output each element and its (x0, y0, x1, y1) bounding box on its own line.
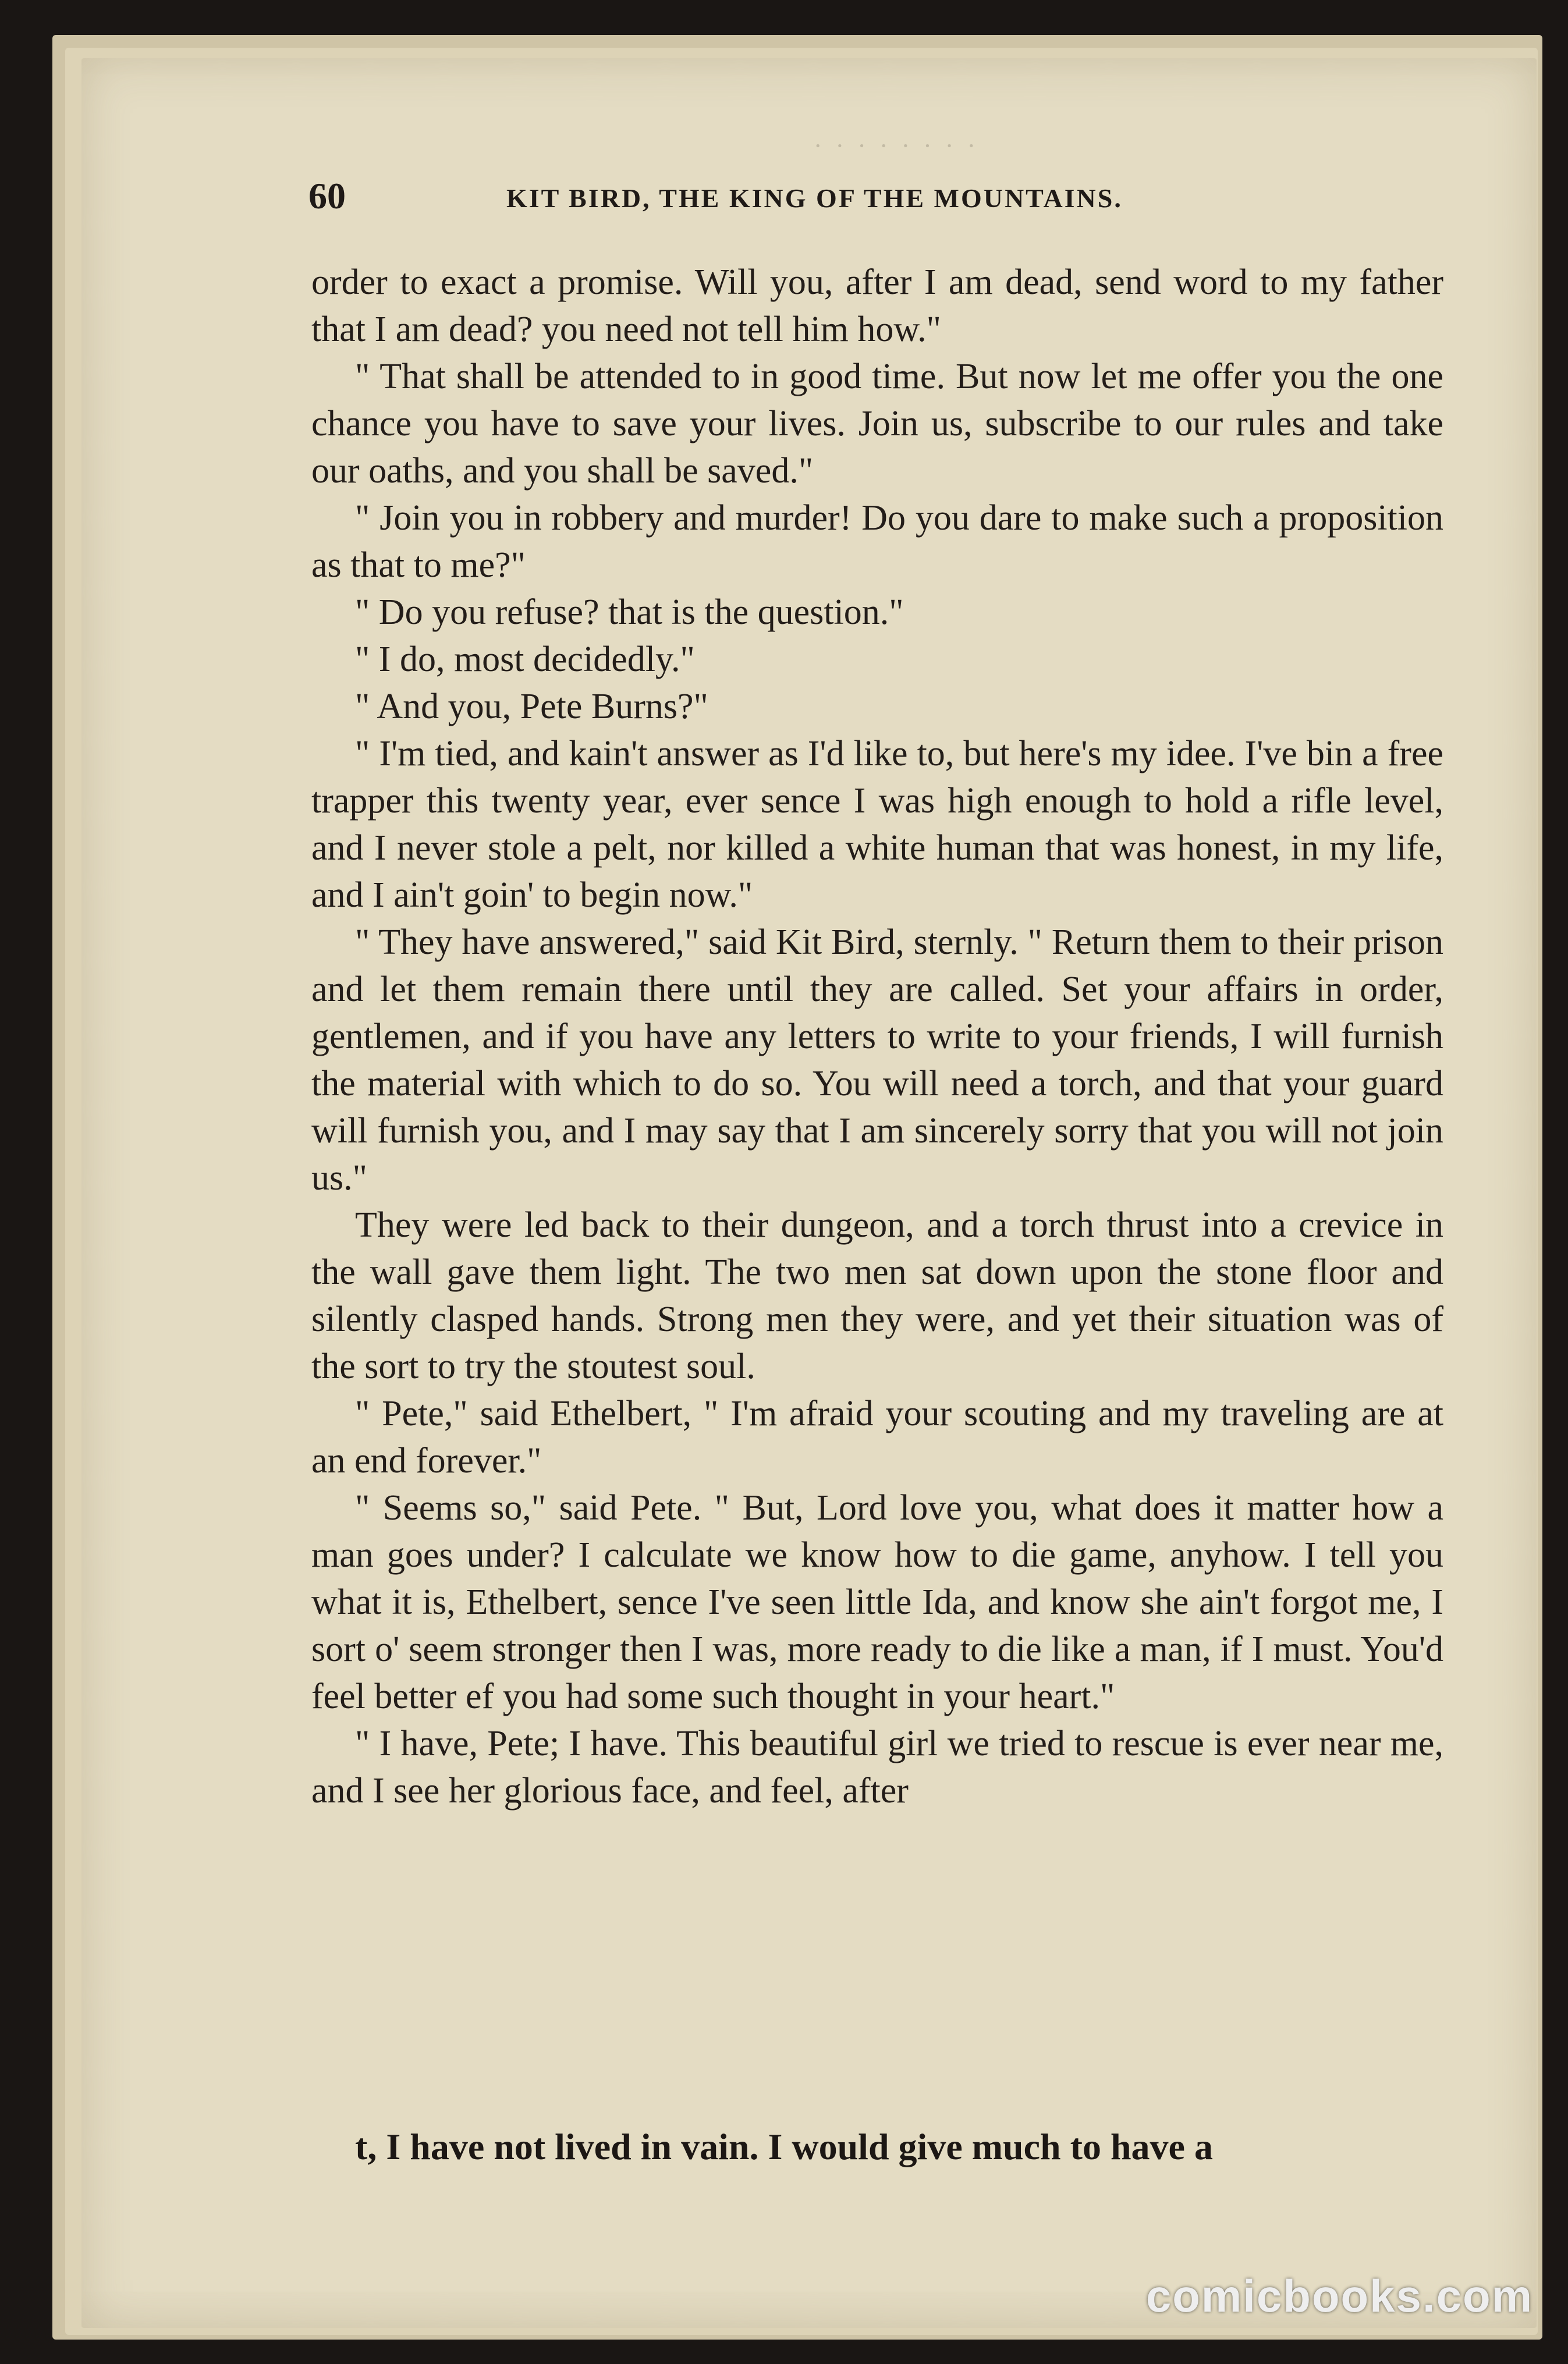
site-watermark: comicbooks.com (1145, 2270, 1533, 2322)
paragraph: " Join you in robbery and murder! Do you dare to make such a proposition as that to me?" (311, 498, 1443, 585)
paragraph: " Pete," said Ethelbert, " I'm afraid your scouting and my traveling are at an end forever." (311, 1394, 1443, 1481)
body-text (311, 259, 1443, 1815)
paragraph: " Seems so," said Pete. " But, Lord love you, what does it matter how a man goes under? I calculate we know how to die game, anyhow. I tell you what it is, Ethelbert, sence I've seen little Ida, and know she ain't forgot me, I sort o' seem stronger then I was, more ready to die like a man, if I must. You'd feel better ef you had some such thought in your heart." (311, 1488, 1443, 1716)
paragraph: " That shall be attended to in good time. But now let me offer you the one chance you have to save your lives. Join us, subscribe to our rules and take our oaths, and you shall be saved." (311, 357, 1443, 491)
running-title: KIT BIRD, THE KING OF THE MOUNTAINS. (506, 183, 1123, 213)
bleed-through-header: · · · · · · · · (813, 132, 980, 160)
paragraph: " I'm tied, and kain't answer as I'd like to, but here's my idee. I've bin a free trapper this twenty year, ever sence I was high enough to hold a rifle level, and I never stole a pelt, nor killed a white human that was honest, in my life, and I ain't goin' to begin now." (311, 734, 1443, 915)
running-head (308, 175, 1443, 221)
paragraph: " Do you refuse? that is the question." (355, 592, 904, 632)
paragraph: " They have answered," said Kit Bird, sternly. " Return them to their prison and let them remain there until they are called. Set your affairs in order, gentlemen, and if you have any letters to write to your friends, I will furnish the material with which to do so. You will need a torch, and that your guard will furnish you, and I may say that I am sincerely sorry that you will not join us." (311, 922, 1443, 1198)
paragraph: " And you, Pete Burns?" (355, 687, 708, 726)
paragraph: " I have, Pete; I have. This beautiful girl we tried to rescue is ever near me, and I see her glorious face, and feel, after (311, 1724, 1443, 1811)
page-number: 60 (308, 175, 346, 216)
paragraph: order to exact a promise. Will you, after I am dead, send word to my father that I am dead? you need not tell him how." (311, 262, 1443, 349)
paragraph: They were led back to their dungeon, and a torch thrust into a crevice in the wall gave them light. The two men sat down upon the stone floor and silently clasped hands. Strong men they were, and yet their situation was of the sort to try the stoutest soul. (311, 1205, 1443, 1386)
final-line: t, I have not lived in vain. I would give much to have a (355, 2126, 1213, 2167)
paragraph: " I do, most decidedly." (355, 640, 695, 679)
